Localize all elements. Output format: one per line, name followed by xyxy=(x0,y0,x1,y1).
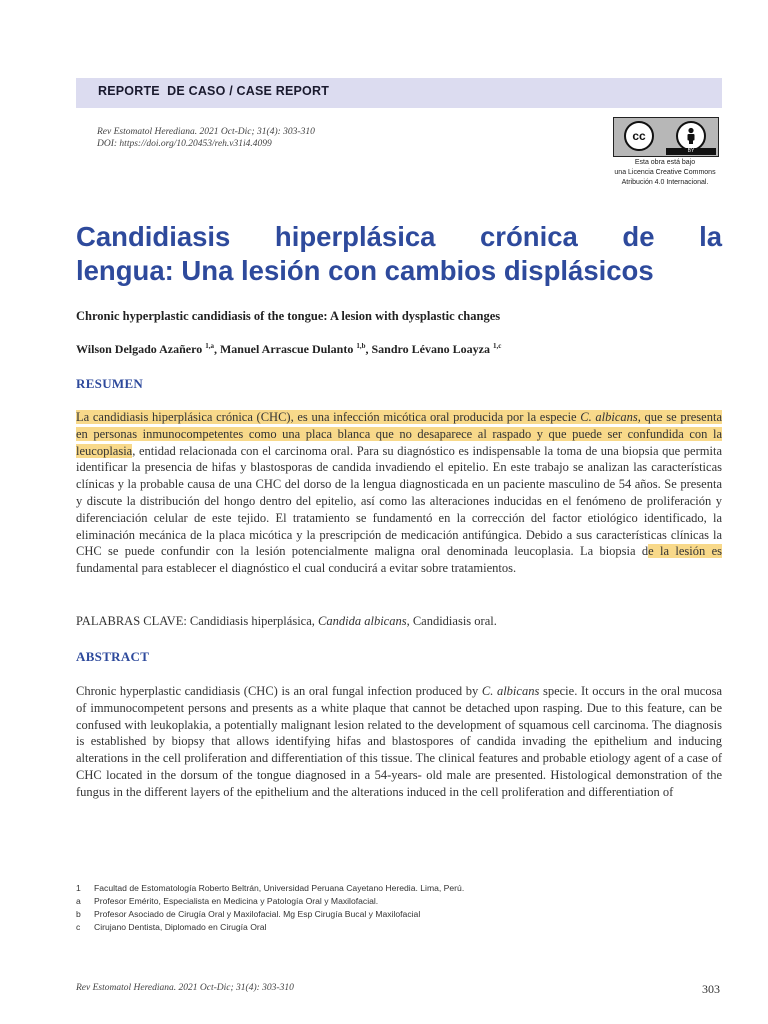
author-name: Manuel Arrascue Dulanto xyxy=(219,342,354,356)
keywords xyxy=(76,614,497,629)
abstract-text: specie. It occurs in the oral mucosa of immunocompetent persons and presents as a white plaque that cannot be detached upon rasping. Due to this feature, can be confused with leukoplakia, a potentially malignant lesion related to the development of squamous cell carcinoma. The diagnosis is established by biopsy that allows identifying hifas and blastospores of candida invading the epithelium and inducing alterations in the cell proliferation and differentiation of this tissue. The clinical features and probable etiology agent of a case of CHC located in the dorsum of the tongue diagnosed in a 54-years- old male are presented. Histological demonstration of the fungus in the different layers of the epithelium and the alterations induced in the cell proliferation and differentiation of xyxy=(76,684,722,799)
by-label: BY xyxy=(666,148,716,155)
footnote-text: Cirujano Dentista, Diplomado en Cirugía Oral xyxy=(94,922,267,932)
person-glyph xyxy=(683,127,699,145)
abstract-text: Chronic hyperplastic candidiasis (CHC) is an oral fungal infection produced by xyxy=(76,684,482,698)
author-name: Wilson Delgado Azañero xyxy=(76,342,203,356)
footnote-text: Facultad de Estomatología Roberto Beltrán, Universidad Peruana Cayetano Heredia. Lima, Perú. xyxy=(94,883,465,893)
resumen-text: , que se presenta en personas inmunocompetentes como una placa blanca que no desaparece al raspado y que puede ser confundida con la leucoplasia xyxy=(76,410,722,458)
footnote xyxy=(76,895,726,908)
author-affiliation: 1,c xyxy=(492,342,502,350)
footnote-text: Profesor Emérito, Especialista en Medicina y Patología Oral y Maxilofacial. xyxy=(94,896,379,906)
abstract-body xyxy=(76,683,722,801)
title-line-2: lengua: Una lesión con cambios displásicos xyxy=(76,255,654,286)
species-name: C. albicans xyxy=(481,684,540,698)
resumen-text: , entidad relacionada con el carcinoma oral. Para su diagnóstico es indispensable la toma de una biopsia que permita identificar la presencia de hifas y blastosporas de candida invadiendo el epitelio. En este trabajo se analizan las características clínicas y la probable causa de una CHC del dorso de la lengua diagnosticada en un paciente masculino de 54 años. Se presenta y discute la distribución del hongo dentro del epitelio, así como las alteraciones inducidas en el fenómeno de proliferación y diferenciación celular de este tejido. El tratamiento se fundamentó en la corrección del factor etiológico identificado, la eliminación mecánica de la placa micótica y la prescripción de medicación antifúngica. Debido a sus características clínicas la CHC se puede confundir con la lesión potencialmente maligna oral denominada leucoplasia. La biopsia d xyxy=(76,443,722,559)
resumen-body xyxy=(76,409,722,577)
license-text xyxy=(600,158,730,188)
footnote xyxy=(76,882,726,895)
footer-citation: Rev Estomatol Herediana. 2021 Oct-Dic; 31(4): 303-310 xyxy=(76,983,294,993)
author-name: Sandro Lévano Loayza xyxy=(371,342,490,356)
author-list: Wilson Delgado Azañero $^{1,a}$, Manuel Arrascue Dulanto $^{1,b}$, Sandro Lévano Loayza $^{1,c}$ xyxy=(76,342,502,356)
keywords-text: , Candidiasis oral. xyxy=(406,614,497,628)
author-affiliation: 1,a xyxy=(205,342,214,350)
journal-citation: Rev Estomatol Herediana. 2021 Oct-Dic; 31(4): 303-310 xyxy=(97,127,315,137)
highlight: e la lesión es xyxy=(648,544,722,559)
footnote-mark: b xyxy=(76,909,81,919)
title-line-1: Candidiasis hiperplásica crónica de la xyxy=(76,221,722,252)
species-name: C. albicans xyxy=(580,410,638,424)
resumen-heading: RESUMEN xyxy=(76,376,144,391)
footnote xyxy=(76,908,726,921)
license-line-3: Atribución 4.0 Internacional. xyxy=(621,179,709,186)
page-number: 303 xyxy=(702,982,720,996)
keywords-text: PALABRAS CLAVE: Candidiasis hiperplásica, xyxy=(76,614,319,628)
footnote-mark: 1 xyxy=(76,883,81,893)
license-line-2: una Licencia Creative Commons xyxy=(614,169,716,176)
attribution-person-icon xyxy=(676,121,706,151)
doi-link[interactable]: DOI: https://doi.org/10.20453/reh.v31i4.4099 xyxy=(97,139,272,149)
abstract-heading: ABSTRACT xyxy=(76,649,150,664)
resumen-text: La candidiasis hiperplásica crónica (CHC), es una infección micótica oral producida por la especie xyxy=(76,410,581,424)
footnote-text: Profesor Asociado de Cirugía Oral y Maxilofacial. Mg Esp Cirugía Bucal y Maxilofacial xyxy=(94,909,421,919)
cc-badge-text: cc xyxy=(632,129,646,143)
species-name: Candida albicans xyxy=(318,614,407,628)
english-title: Chronic hyperplastic candidiasis of the tongue: A lesion with dysplastic changes xyxy=(76,309,501,323)
section-banner xyxy=(76,78,722,108)
author-affiliation: 1,b xyxy=(356,342,366,350)
article-title xyxy=(76,220,722,288)
footnote-mark: a xyxy=(76,896,81,906)
footnotes xyxy=(76,882,726,934)
license-line-1: Esta obra está bajo xyxy=(634,159,696,166)
footnote-mark: c xyxy=(76,922,81,932)
article-type-label: REPORTE DE CASO / CASE REPORT xyxy=(98,84,330,98)
creative-commons-icon xyxy=(624,121,654,151)
creative-commons-badge[interactable] xyxy=(613,117,719,157)
footnote xyxy=(76,921,726,934)
citation-block xyxy=(97,126,315,150)
resumen-text: fundamental para establecer el diagnóstico el cual conducirá a evitar sobre tratamientos. xyxy=(76,561,517,576)
